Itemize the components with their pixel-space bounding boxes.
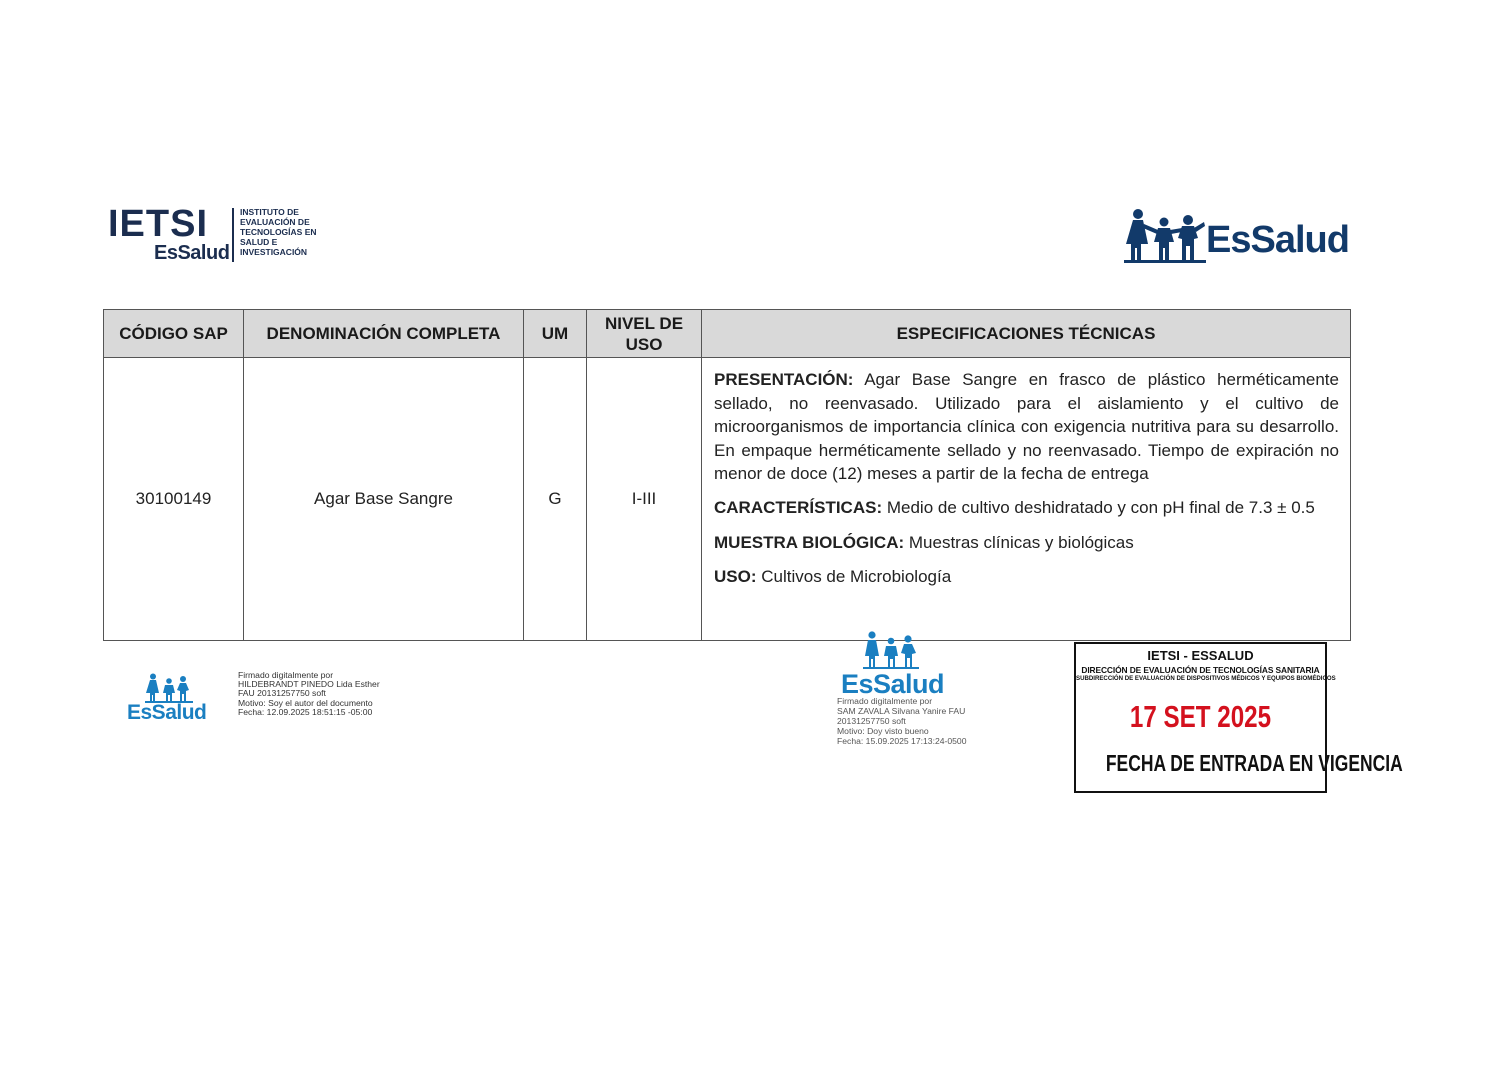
stamp-subdirection: SUBDIRECCIÓN DE EVALUACIÓN DE DISPOSITIVOS MÉDICOS Y EQUIPOS BIOMÉDICOS	[1076, 675, 1336, 682]
signature-1-text: Firmado digitalmente por HILDEBRANDT PINEDO Lida Esther FAU 20131257750 soft Motivo: Soy el autor del documento Fecha: 12.09.2025 18:51:15 -05:00	[238, 670, 380, 717]
cell-code: 30100149	[104, 358, 244, 641]
signature-1-logo	[127, 673, 209, 727]
ietsi-institute-name: INSTITUTO DE EVALUACIÓN DE TECNOLOGÍAS EN SALUD E INVESTIGACIÓN	[240, 207, 317, 257]
table-row	[104, 358, 1351, 641]
cell-name: Agar Base Sangre	[244, 358, 524, 641]
essalud-logo	[1124, 208, 1354, 264]
validity-stamp	[1074, 642, 1403, 793]
ietsi-acronym: IETSI	[108, 203, 209, 245]
stamp-footer: FECHA DE ENTRADA EN VIGENCIA	[1105, 750, 1403, 776]
specifications-table	[103, 309, 1351, 641]
essalud-wordmark: EsSalud	[841, 669, 945, 699]
essalud-wordmark: EsSalud	[127, 701, 207, 724]
signature-2-logo	[838, 631, 948, 699]
header-codigo-sap: CÓDIGO SAP	[104, 310, 244, 358]
header-um: UM	[524, 310, 587, 358]
family-figures-icon	[1124, 208, 1206, 264]
spec-caracteristicas: CARACTERÍSTICAS: Medio de cultivo deshidratado y con pH final de 7.3 ± 0.5	[714, 497, 1315, 517]
header-denominacion: DENOMINACIÓN COMPLETA	[244, 310, 524, 358]
signature-2-text: Firmado digitalmente por SAM ZAVALA Silvana Yanire FAU 20131257750 soft Motivo: Doy visto bueno Fecha: 15.09.2025 17:13:24-0500	[837, 696, 967, 746]
essalud-wordmark: EsSalud	[1206, 219, 1349, 261]
ietsi-brand: EsSalud	[154, 242, 230, 264]
header-especificaciones: ESPECIFICACIONES TÉCNICAS	[702, 310, 1351, 358]
cell-specifications	[702, 358, 1351, 641]
stamp-direction: DIRECCIÓN DE EVALUACIÓN DE TECNOLOGÍAS SANITARIA	[1081, 665, 1320, 675]
logo-divider	[232, 208, 234, 262]
cell-level: I-III	[587, 358, 702, 641]
stamp-title: IETSI - ESSALUD	[1147, 648, 1254, 663]
table-header-row	[104, 310, 1351, 358]
header-nivel-de-uso: NIVEL DE USO	[587, 310, 702, 358]
spec-presentacion: PRESENTACIÓN: Agar Base Sangre en frasco de plástico herméticamente sellado, no reenvasado. Utilizado para el aislamiento y el cultivo de microorganismos de importancia clínica con exigencia nutritiva para su desarrollo. En empaque herméticamente sellado y no reenvasado. Tiempo de expiración no menor de doce (12) meses a partir de la fecha de entrega	[714, 370, 1339, 484]
ietsi-logo	[108, 204, 338, 266]
spec-muestra: MUESTRA BIOLÓGICA: Muestras clínicas y biológicas	[714, 532, 1134, 552]
cell-um: G	[524, 358, 587, 641]
stamp-date: 17 SET 2025	[1129, 699, 1272, 734]
spec-uso: USO: Cultivos de Microbiología	[714, 567, 952, 587]
family-figures-icon	[863, 631, 919, 669]
family-figures-icon	[145, 673, 193, 703]
